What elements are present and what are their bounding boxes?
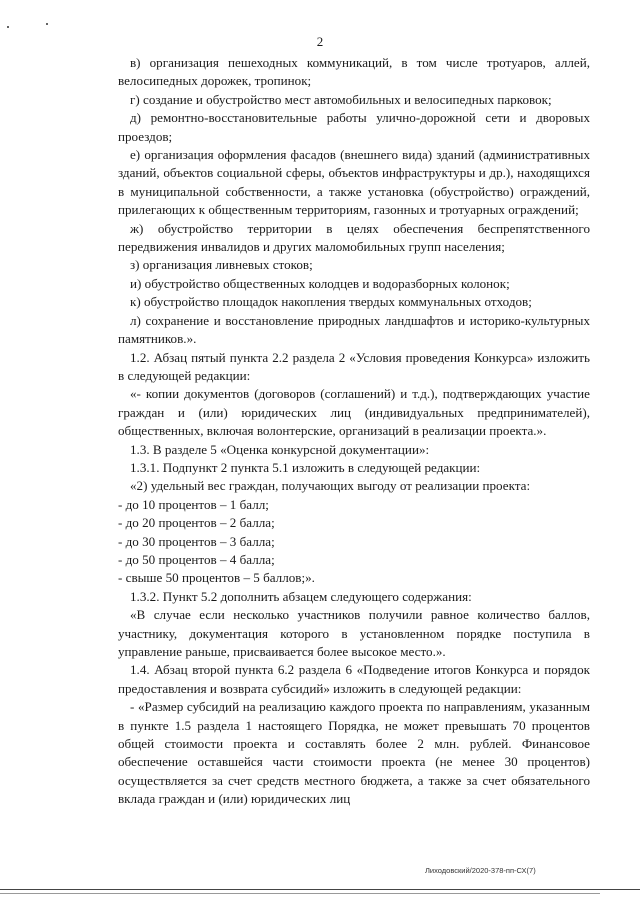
paragraph: 1.3.2. Пункт 5.2 дополнить абзацем следующего содержания: [130,588,472,604]
list-item: - до 50 процентов – 4 балла; [118,551,275,567]
paragraph: и) обустройство общественных колодцев и водоразборных колонок; [130,275,510,291]
list-item: - до 30 процентов – 3 балла; [118,533,275,549]
paragraph: з) организация ливневых стоков; [130,257,313,273]
paragraph: л) сохранение и восстановление природных ландшафтов и историко-культурных памятников.». [118,312,590,347]
paragraph: ж) обустройство территории в целях обеспечения беспрепятственного передвижения инвалидов и других маломобильных групп населения; [118,220,590,255]
scan-speck [46,23,48,25]
bottom-divider [0,889,640,890]
paragraph: 1.3. В разделе 5 «Оценка конкурсной документации»: [130,441,430,457]
paragraph: д) ремонтно-восстановительные работы улично-дорожной сети и дворовых проездов; [118,110,590,144]
paragraph: г) создание и обустройство мест автомобильных и велосипедных парковок; [130,91,552,107]
list-item: - до 10 процентов – 1 балл; [118,496,269,512]
page-number: 2 [316,34,324,49]
document-code: Лиходовский/2020-378-пп-СХ(7) [425,866,536,875]
paragraph: 1.4. Абзац второй пункта 6.2 раздела 6 «Подведение итогов Конкурса и порядок предоставления и возврата субсидий» изложить в следующей редакции: [118,662,590,696]
paragraph: к) обустройство площадок накопления твердых коммунальных отходов; [130,294,532,310]
paragraph: в) организация пешеходных коммуникаций, в том числе тротуаров, аллей, велосипедных дорожек, тропинок; [118,55,590,89]
list-item: - свыше 50 процентов – 5 баллов;». [118,570,315,586]
paragraph: «- копии документов (договоров (соглашений) и т.д.), подтверждающих участие граждан и (или) юридических лиц (индивидуальных предпринимателей), общественных, включая волонтерские, организаций в реализации проекта.». [118,386,590,439]
scan-speck [7,26,9,28]
document-body [118,54,590,809]
paragraph: «В случае если несколько участников получили равное количество баллов, участнику, документация которого в установленном порядке поступила в управление раньше, присваивается более высокое место.». [118,607,590,659]
paragraph: е) организация оформления фасадов (внешнего вида) зданий (административных зданий, объектов социальной сферы, объектов инфраструктуры и др.), находящихся в муниципальной собственности, а также установка (обустройство) ограждений, прилегающих к общественным территориям, газонных и тротуарных ограждений; [118,147,590,218]
paragraph: 1.3.1. Подпункт 2 пункта 5.1 изложить в следующей редакции: [130,459,481,475]
paragraph: - «Размер субсидий на реализацию каждого проекта по направлениям, указанным в пункте 1.5 раздела 1 настоящего Порядка, не может превышать 70 процентов общей стоимости проекта и составлять более 2 млн. рублей. Финансовое обеспечение оставшейся части стоимости проекта (не менее 30 процентов) осуществляется за счет средств местного бюджета, а также за счет обязательного вклада граждан и (или) юридических лиц [118,699,590,807]
bottom-divider [0,893,600,894]
list-item: - до 20 процентов – 2 балла; [118,515,275,531]
paragraph: «2) удельный вес граждан, получающих выгоду от реализации проекта: [130,478,531,494]
paragraph: 1.2. Абзац пятый пункта 2.2 раздела 2 «Условия проведения Конкурса» изложить в следующей редакции: [118,349,590,383]
